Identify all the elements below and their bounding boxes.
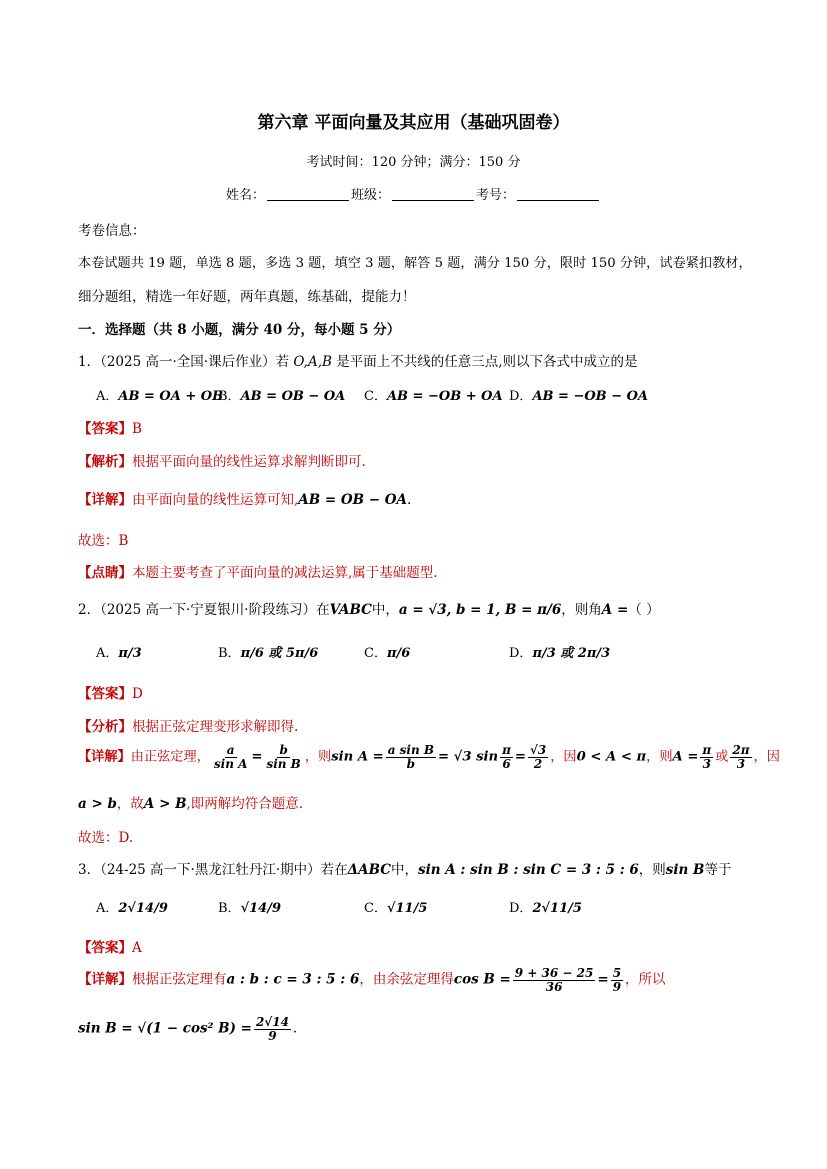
q3-option-c-expr: √11/5	[386, 901, 428, 916]
q1-choose	[78, 529, 128, 549]
q2-source: （2025 高一下·宁夏银川·阶段练习）	[100, 602, 317, 618]
q1-analysis	[78, 450, 366, 470]
class-label: 班级：	[350, 188, 390, 203]
q3-detail-text-a: 根据正弦定理有	[132, 971, 227, 988]
exam-time: 考试时间：120 分钟；满分：150 分	[306, 155, 521, 170]
q3-option-a-expr: 2√14/9	[118, 901, 168, 916]
q2-detail-text-h: ,即两解均符合题意.	[186, 796, 304, 812]
q3-option-c-label: C．	[364, 901, 387, 916]
q2-root3-over-2: $\frac{√3}{2}$	[529, 743, 547, 771]
q1-number: 1．	[78, 354, 101, 370]
q2-detail-text-f: ，因	[753, 749, 780, 765]
answer-tag: 【答案】	[78, 421, 132, 437]
q3-stem-text-a: 若在	[320, 862, 348, 878]
q3-cosB-frac: $\frac{9 + 36 - 25}{36}$	[514, 966, 594, 994]
q1-option-c-expr: AB = −OB + OA	[386, 389, 503, 404]
q2-angle: A =	[601, 602, 629, 618]
name-label: 姓名：	[225, 188, 265, 203]
q3-option-b-label: B．	[218, 901, 241, 916]
q2-option-a-label: A．	[96, 646, 119, 661]
q1-detail-text: 由平面向量的线性运算可知,	[132, 492, 299, 508]
q1-answer-value: B	[132, 421, 142, 437]
q3-stem	[78, 858, 731, 878]
q2-option-b-label: B．	[218, 646, 241, 661]
q3-option-d-expr: 2√11/5	[532, 901, 582, 916]
q2-stem-text-c: ，则角	[561, 602, 602, 618]
q3-option-a-label: A．	[96, 901, 119, 916]
q1-detail: 【详解】由平面向量的线性运算可知,AB = OB − OA.	[78, 492, 412, 508]
q2-blank: （ ）	[628, 602, 660, 618]
answer-tag: 【答案】	[78, 940, 132, 956]
q1-option-d-label: D．	[509, 389, 533, 404]
q2-pi6: $\frac{\pi}{6}$	[502, 743, 511, 771]
q2-number: 2．	[78, 602, 101, 618]
q2-option-b-expr: π/6 或 5π/6	[240, 646, 319, 661]
q3-number: 3．	[78, 862, 101, 878]
q1-option-b-label: B．	[218, 389, 241, 404]
q2-option-d-label: D．	[509, 646, 533, 661]
number-label: 考号：	[476, 188, 516, 203]
q1-option-d[interactable]	[509, 385, 648, 404]
q2-stem-text-a: 在	[316, 602, 330, 618]
student-info-line	[0, 184, 827, 203]
analysis-tag: 【分析】	[78, 719, 132, 735]
q2-detail-text-c: ，因	[550, 749, 577, 765]
class-blank[interactable]	[392, 186, 474, 201]
section-heading: 一．选择题（共 8 小题，满分 40 分，每小题 5 分）	[78, 322, 401, 338]
q1-comment-text: 本题主要考查了平面向量的减法运算,属于基础题型.	[132, 565, 438, 581]
q3-detail-cont: sin B = √(1 − cos² B) = $\frac{2√14}{9}$ .	[78, 1015, 298, 1043]
q2-option-c-expr: π/6	[386, 646, 411, 661]
q1-answer	[78, 417, 142, 437]
q2-pi3: $\frac{\pi}{3}$	[702, 743, 712, 771]
q2-condition: a = √3, b = 1, B = π/6	[398, 602, 562, 618]
q2-analysis	[78, 715, 298, 735]
q2-answer	[78, 682, 143, 702]
q3-option-b-expr: √14/9	[240, 901, 281, 916]
number-blank[interactable]	[517, 186, 599, 201]
detail-tag: 【详解】	[78, 971, 132, 988]
q3-stem-text-e: 等于	[704, 862, 732, 878]
info-line-1: 本卷试题共 19 题，单选 8 题，多选 3 题，填空 3 题，解答 5 题，满分 150 分，限时 150 分钟，试卷紧扣教材，	[78, 256, 752, 271]
q2-option-b[interactable]	[218, 642, 318, 661]
q2-option-a-expr: π/3	[118, 646, 142, 661]
q3-source: （24-25 高一下·黑龙江牡丹江·期中）	[100, 862, 321, 878]
q2-sine-law: $\frac{a}{\text{sin A}}$	[213, 743, 248, 771]
q1-source: （2025 高一·全国·课后作业）	[100, 354, 276, 370]
q2-option-d-expr: π/3 或 2π/3	[532, 646, 611, 661]
q2-2pi3: $\frac{2\pi}{3}$	[732, 743, 750, 771]
q2-sine-law-b: $\frac{b}{\text{sin B}}$	[266, 743, 301, 771]
q1-option-b[interactable]	[218, 385, 345, 404]
q3-detail: 【详解】根据正弦定理有a : b : c = 3 : 5 : 6，由余弦定理得cos B = $\frac{9 + 36 - 25}{36}$ = $\frac{5}{9}$ ，所以	[78, 966, 666, 994]
q2-stem-text-b: 中，	[371, 602, 399, 618]
info-heading: 考卷信息：	[78, 223, 146, 239]
choose-tag: 故选：	[78, 533, 119, 549]
q3-answer-value: A	[132, 940, 142, 956]
q1-stem	[78, 350, 638, 370]
q3-option-d-label: D．	[509, 901, 533, 916]
q1-analysis-text: 根据平面向量的线性运算求解判断即可.	[132, 454, 366, 470]
q2-detail: 【详解】由正弦定理， $\frac{a}{\text{sin A}}$ = $\frac{b}{\text{sin B}}$ ，则sin A = $\frac{\text{a sin B}}{b}$ = √3 sin $\frac{\pi}{6}$ = $\frac{√3}{2}$ ，因0 < A < π，则A = $\frac{\pi}{3}$ 或 $\frac{2\pi}{3}$ ，因	[78, 743, 780, 771]
q3-5over9: $\frac{5}{9}$	[612, 966, 622, 994]
q1-option-b-expr: AB = OB − OA	[240, 389, 346, 404]
q3-triangle: ΔABC	[347, 862, 391, 878]
q2-sinA-frac: $\frac{\text{a sin B}}{b}$	[387, 743, 435, 771]
page-title: 第六章 平面向量及其应用（基础巩固卷）	[257, 113, 570, 133]
q1-points: O,A,B	[293, 354, 332, 370]
q2-option-c-label: C．	[364, 646, 387, 661]
q2-detail-text-d: ，则	[646, 749, 673, 765]
q1-option-d-expr: AB = −OB − OA	[532, 389, 649, 404]
info-line-2: 细分题组，精选一年好题，两年真题，练基础，提能力！	[78, 289, 416, 305]
q2-choose	[78, 826, 133, 846]
q2-option-d[interactable]	[509, 642, 610, 661]
q2-detail-text-a: 由正弦定理，	[130, 749, 210, 765]
q1-option-c-label: C．	[364, 389, 387, 404]
q2-stem	[78, 598, 660, 618]
q1-option-c[interactable]	[364, 385, 503, 404]
analysis-tag: 【解析】	[78, 454, 132, 470]
q2-detail-cont: a > b，故A > B,即两解均符合题意.	[78, 796, 304, 812]
q1-choose-value: B	[118, 533, 129, 549]
detail-tag: 【详解】	[78, 492, 132, 508]
q3-option-d[interactable]	[509, 897, 582, 916]
answer-tag: 【答案】	[78, 686, 132, 702]
q2-detail-text-g: ，故	[116, 796, 144, 812]
q2-triangle: VABC	[329, 602, 372, 618]
detail-tag: 【详解】	[78, 749, 131, 765]
q3-detail-text-c: ，所以	[625, 971, 666, 988]
q3-detail-text-b: ，由余弦定理得	[359, 971, 454, 988]
q2-option-c[interactable]	[364, 642, 410, 661]
q2-detail-text-b: ，则	[304, 749, 332, 765]
q3-stem-text-b: 中，	[391, 862, 418, 878]
q1-stem-text-a: 若	[275, 354, 294, 370]
q2-choose-value: D.	[118, 830, 134, 846]
q2-answer-value: D	[132, 686, 143, 702]
q2-option-a[interactable]	[96, 642, 142, 661]
q3-target: sin B	[665, 862, 705, 878]
choose-tag: 故选：	[78, 830, 119, 846]
q2-detail-text-e: 或	[715, 749, 729, 765]
q1-comment	[78, 561, 438, 581]
q3-option-a[interactable]	[96, 897, 168, 916]
q1-option-a-expr: AB = OA + OB	[118, 389, 224, 404]
q3-stem-text-c: ，则	[638, 862, 666, 878]
q1-detail-expr: AB = OB − OA	[298, 492, 408, 508]
q1-option-a[interactable]	[96, 385, 223, 404]
q3-answer	[78, 936, 142, 956]
q1-option-a-label: A．	[96, 389, 119, 404]
q2-analysis-text: 根据正弦定理变形求解即得.	[132, 719, 299, 735]
q1-stem-text-b: 是平面上不共线的任意三点,则以下各式中成立的是	[331, 354, 638, 370]
q3-ratio: sin A : sin B : sin C = 3 : 5 : 6	[418, 862, 639, 878]
name-blank[interactable]	[267, 186, 349, 201]
comment-tag: 【点睛】	[78, 565, 132, 581]
q3-option-b[interactable]	[218, 897, 281, 916]
q3-result-frac: $\frac{2√14}{9}$	[255, 1015, 289, 1043]
q3-option-c[interactable]	[364, 897, 427, 916]
